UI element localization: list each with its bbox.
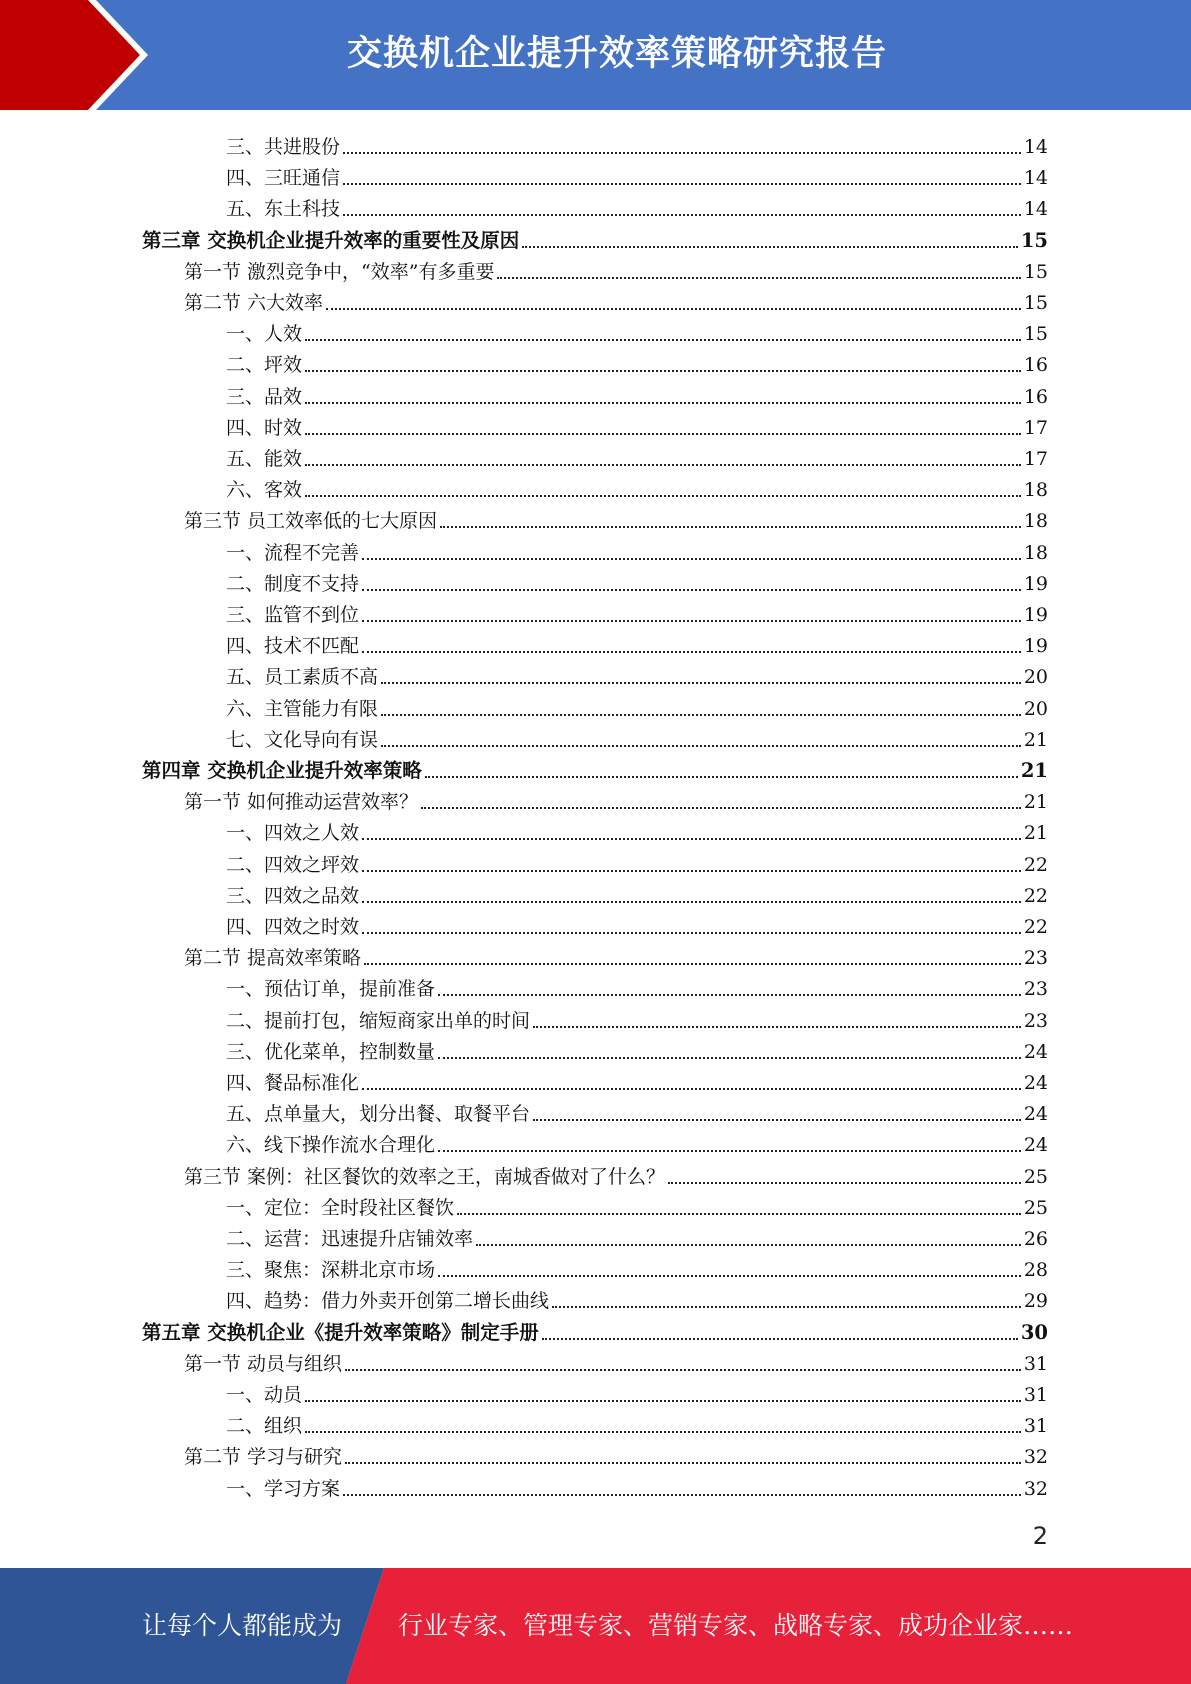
toc-entry-label: 二、制度不支持	[226, 572, 360, 595]
toc-entry-page: 21	[1023, 822, 1048, 845]
toc-entry-page: 19	[1023, 604, 1048, 626]
toc-entry-label: 五、员工素质不高	[226, 666, 379, 689]
toc-entry-page: 21	[1023, 728, 1048, 751]
toc-entry-section[interactable]	[184, 253, 1048, 284]
toc-dot-leader	[362, 836, 1021, 840]
toc-entry-page: 25	[1023, 1196, 1048, 1219]
toc-entry-label: 五、东土科技	[226, 198, 341, 221]
toc-dot-leader	[305, 368, 1021, 372]
toc-entry-page: 24	[1023, 1040, 1048, 1063]
toc-dot-leader	[343, 212, 1021, 216]
toc-entry-item[interactable]	[226, 534, 1048, 565]
toc-dot-leader	[457, 1211, 1021, 1215]
toc-entry-chapter[interactable]	[142, 1314, 1048, 1345]
toc-entry-label: 第一节 动员与组织	[184, 1352, 343, 1375]
toc-entry-item[interactable]	[226, 378, 1048, 409]
toc-dot-leader	[362, 899, 1021, 903]
toc-entry-item[interactable]	[226, 658, 1048, 689]
toc-entry-page: 18	[1023, 541, 1048, 564]
toc-entry-item[interactable]	[226, 1407, 1048, 1438]
toc-dot-leader	[345, 1367, 1021, 1371]
toc-entry-item[interactable]	[226, 908, 1048, 939]
toc-entry-label: 三、共进股份	[226, 136, 341, 158]
toc-entry-chapter[interactable]	[142, 222, 1048, 253]
toc-dot-leader	[425, 774, 1018, 778]
toc-entry-page: 15	[1020, 228, 1048, 252]
toc-entry-item[interactable]	[226, 721, 1048, 752]
toc-entry-label: 第一节 如何推动运营效率？	[184, 791, 419, 814]
toc-entry-item[interactable]	[226, 565, 1048, 596]
toc-entry-label: 一、四效之人效	[226, 822, 360, 845]
toc-entry-label: 第三节 员工效率低的七大原因	[184, 510, 438, 533]
toc-entry-page: 22	[1023, 884, 1048, 907]
toc-dot-leader	[343, 1492, 1021, 1496]
toc-entry-page: 23	[1023, 1009, 1048, 1032]
toc-dot-leader	[362, 1086, 1021, 1090]
toc-entry-page: 22	[1023, 916, 1048, 938]
toc-entry-item[interactable]	[226, 596, 1048, 627]
toc-entry-page: 16	[1023, 354, 1048, 377]
toc-entry-label: 第三节 案例：社区餐饮的效率之王，南城香做对了什么？	[184, 1165, 666, 1188]
toc-dot-leader	[552, 1304, 1021, 1308]
toc-entry-page: 20	[1023, 697, 1048, 720]
toc-entry-item[interactable]	[226, 440, 1048, 471]
toc-entry-label: 一、人效	[226, 323, 303, 346]
toc-entry-item[interactable]	[226, 409, 1048, 440]
toc-entry-section[interactable]	[184, 1438, 1048, 1469]
toc-entry-page: 15	[1023, 260, 1048, 283]
toc-entry-page: 17	[1023, 448, 1048, 470]
toc-entry-label: 二、四效之坪效	[226, 853, 360, 876]
toc-dot-leader	[533, 1024, 1021, 1028]
toc-entry-page: 14	[1023, 167, 1048, 190]
toc-entry-label: 四、四效之时效	[226, 916, 360, 938]
toc-entry-page: 31	[1023, 1384, 1048, 1406]
toc-dot-leader	[476, 1242, 1021, 1246]
toc-entry-section[interactable]	[184, 284, 1048, 315]
toc-entry-page: 30	[1020, 1320, 1048, 1344]
toc-entry-label: 四、趋势：借力外卖开创第二增长曲线	[226, 1290, 550, 1313]
toc-dot-leader	[438, 1055, 1021, 1059]
toc-dot-leader	[362, 868, 1021, 872]
toc-dot-leader	[362, 649, 1021, 653]
toc-dot-leader	[343, 150, 1021, 154]
toc-entry-section[interactable]	[184, 783, 1048, 814]
toc-dot-leader	[381, 743, 1021, 747]
toc-entry-label: 四、时效	[226, 416, 303, 439]
toc-entry-page: 24	[1023, 1134, 1048, 1157]
toc-entry-label: 三、监管不到位	[226, 604, 360, 626]
toc-entry-label: 三、四效之品效	[226, 884, 360, 907]
toc-entry-item[interactable]	[226, 877, 1048, 908]
toc-dot-leader	[497, 275, 1020, 279]
toc-entry-item[interactable]	[226, 814, 1048, 845]
toc-entry-label: 七、文化导向有误	[226, 728, 379, 751]
toc-entry-label: 四、三旺通信	[226, 167, 341, 190]
toc-dot-leader	[305, 1429, 1021, 1433]
toc-entry-page: 23	[1023, 978, 1048, 1001]
toc-dot-leader	[326, 306, 1021, 310]
toc-entry-page: 19	[1023, 635, 1048, 658]
toc-entry-label: 三、聚焦：深耕北京市场	[226, 1259, 436, 1282]
toc-entry-page: 26	[1023, 1228, 1048, 1250]
toc-dot-leader	[522, 244, 1018, 248]
toc-entry-page: 22	[1023, 853, 1048, 876]
toc-entry-page: 20	[1023, 666, 1048, 689]
toc-entry-item[interactable]	[226, 1126, 1048, 1157]
toc-entry-page: 21	[1023, 791, 1048, 814]
toc-entry-label: 二、运营：迅速提升店铺效率	[226, 1228, 474, 1250]
toc-entry-page: 28	[1023, 1259, 1048, 1282]
toc-entry-item[interactable]	[226, 1220, 1048, 1251]
footer-slogan-left: 让每个人都能成为	[142, 1611, 343, 1640]
toc-entry-section[interactable]	[184, 939, 1048, 970]
toc-entry-item[interactable]	[226, 128, 1048, 159]
toc-dot-leader	[668, 1180, 1021, 1184]
toc-entry-label: 一、预估订单，提前准备	[226, 978, 436, 1001]
toc-entry-page: 19	[1023, 572, 1048, 595]
toc-dot-leader	[362, 930, 1021, 934]
toc-dot-leader	[305, 462, 1021, 466]
toc-dot-leader	[305, 1398, 1021, 1402]
toc-entry-item[interactable]	[226, 315, 1048, 346]
toc-entry-item[interactable]	[226, 1002, 1048, 1033]
toc-entry-label: 六、主管能力有限	[226, 697, 379, 720]
toc-entry-label: 三、品效	[226, 385, 303, 408]
toc-entry-page: 15	[1023, 323, 1048, 346]
toc-entry-page: 25	[1023, 1165, 1048, 1188]
toc-entry-page: 15	[1023, 292, 1048, 314]
toc-entry-item[interactable]	[226, 159, 1048, 190]
toc-dot-leader	[438, 1148, 1021, 1152]
toc-entry-section[interactable]	[184, 1158, 1048, 1189]
toc-dot-leader	[305, 431, 1021, 435]
toc-entry-page: 24	[1023, 1103, 1048, 1126]
toc-entry-item[interactable]	[226, 471, 1048, 502]
toc-dot-leader	[542, 1336, 1018, 1340]
toc-dot-leader	[364, 961, 1021, 965]
footer-slogan-right: 行业专家、管理专家、营销专家、战略专家、成功企业家……	[398, 1611, 1074, 1640]
toc-entry-page: 21	[1020, 759, 1048, 782]
toc-dot-leader	[362, 618, 1021, 622]
toc-entry-label: 五、点单量大，划分出餐、取餐平台	[226, 1103, 531, 1126]
toc-entry-item[interactable]	[226, 846, 1048, 877]
toc-entry-item[interactable]	[226, 1189, 1048, 1220]
toc-entry-item[interactable]	[226, 346, 1048, 377]
toc-entry-label: 第二节 学习与研究	[184, 1446, 343, 1469]
toc-entry-label: 第一节 激烈竞争中，“效率”有多重要	[184, 260, 495, 283]
toc-entry-item[interactable]	[226, 627, 1048, 658]
page-header	[0, 0, 1191, 110]
toc-entry-item[interactable]	[226, 1095, 1048, 1126]
toc-entry-label: 一、流程不完善	[226, 541, 360, 564]
toc-entry-page: 23	[1023, 947, 1048, 970]
toc-dot-leader	[362, 587, 1021, 591]
toc-dot-leader	[421, 805, 1021, 809]
toc-entry-label: 六、客效	[226, 479, 303, 502]
toc-entry-label: 二、坪效	[226, 354, 303, 377]
toc-entry-page: 32	[1023, 1446, 1048, 1469]
toc-entry-item[interactable]	[226, 1033, 1048, 1064]
toc-entry-item[interactable]	[226, 1282, 1048, 1313]
toc-entry-label: 三、优化菜单，控制数量	[226, 1040, 436, 1063]
toc-entry-item[interactable]	[226, 1064, 1048, 1095]
toc-entry-page: 18	[1023, 479, 1048, 502]
toc-entry-item[interactable]	[226, 1251, 1048, 1282]
toc-entry-label: 四、技术不匹配	[226, 635, 360, 658]
toc-entry-page: 18	[1023, 510, 1048, 533]
toc-dot-leader	[440, 524, 1021, 528]
toc-entry-label: 一、动员	[226, 1384, 303, 1406]
toc-entry-page: 31	[1023, 1415, 1048, 1438]
toc-dot-leader	[438, 1273, 1021, 1277]
toc-entry-page: 14	[1023, 198, 1048, 221]
toc-entry-section[interactable]	[184, 1345, 1048, 1376]
toc-dot-leader	[345, 1460, 1021, 1464]
document-title: 交换机企业提升效率策略研究报告	[346, 34, 887, 74]
toc-dot-leader	[362, 556, 1021, 560]
toc-entry-label: 四、餐品标准化	[226, 1072, 360, 1094]
toc-entry-page: 32	[1023, 1477, 1048, 1500]
toc-entry-item[interactable]	[226, 690, 1048, 721]
page-number: 2	[1032, 1522, 1048, 1550]
toc-entry-label: 五、能效	[226, 448, 303, 470]
toc-entry-label: 二、组织	[226, 1415, 303, 1438]
toc-entry-label: 第二节 提高效率策略	[184, 947, 362, 970]
toc-entry-label: 第四章 交换机企业提升效率策略	[142, 759, 422, 782]
toc-entry-section[interactable]	[184, 502, 1048, 533]
toc-entry-page: 16	[1023, 385, 1048, 408]
toc-entry-label: 一、学习方案	[226, 1477, 341, 1500]
toc-dot-leader	[305, 493, 1021, 497]
toc-dot-leader	[533, 1117, 1021, 1121]
toc-entry-page: 17	[1023, 416, 1048, 439]
toc-entry-item[interactable]	[226, 1376, 1048, 1407]
toc-entry-label: 二、提前打包，缩短商家出单的时间	[226, 1009, 531, 1032]
toc-entry-page: 14	[1023, 136, 1048, 158]
toc-entry-label: 六、线下操作流水合理化	[226, 1134, 436, 1157]
toc-dot-leader	[381, 680, 1021, 684]
toc-entry-item[interactable]	[226, 190, 1048, 221]
toc-entry-label: 第二节 六大效率	[184, 292, 324, 314]
toc-dot-leader	[305, 337, 1021, 341]
toc-dot-leader	[438, 992, 1021, 996]
toc-dot-leader	[343, 181, 1021, 185]
toc-dot-leader	[305, 400, 1021, 404]
toc-entry-page: 31	[1023, 1352, 1048, 1375]
toc-entry-chapter[interactable]	[142, 752, 1048, 783]
toc-entry-item[interactable]	[226, 970, 1048, 1001]
toc-entry-page: 24	[1023, 1072, 1048, 1094]
toc-entry-item[interactable]	[226, 1470, 1048, 1501]
toc-entry-label: 一、定位：全时段社区餐饮	[226, 1196, 455, 1219]
toc-entry-label: 第三章 交换机企业提升效率的重要性及原因	[142, 228, 520, 252]
toc-entry-label: 第五章 交换机企业《提升效率策略》制定手册	[142, 1320, 539, 1344]
toc-dot-leader	[381, 712, 1021, 716]
toc-entry-page: 29	[1023, 1290, 1048, 1313]
